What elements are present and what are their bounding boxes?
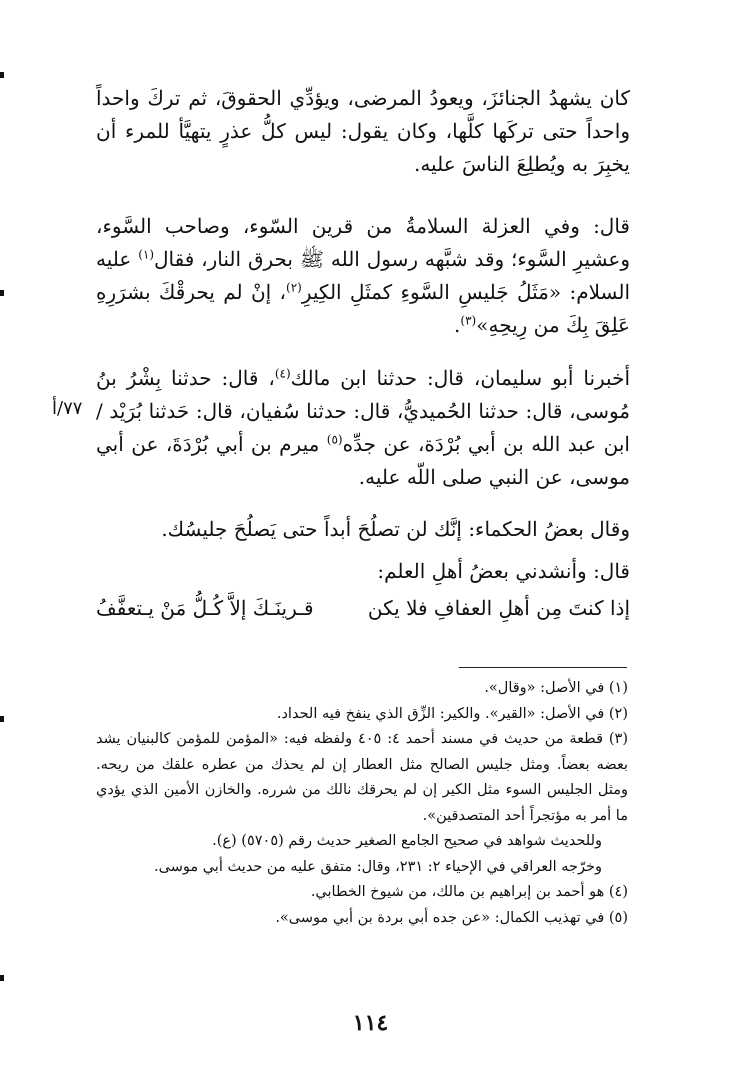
scan-edge-mark — [0, 72, 4, 78]
page-number: ١١٤ — [352, 1010, 389, 1036]
footnote-separator — [459, 667, 627, 668]
scan-edge-mark — [0, 716, 4, 722]
footnote-ref-5[interactable]: (٥) — [326, 432, 343, 447]
footnote-3-continuation-1: وللحديث شواهد في صحيح الجامع الصغير حديث رقم (٥٧٠٥) (ع). — [212, 833, 602, 849]
paragraph-3 — [96, 362, 630, 494]
paragraph-2-text-b: عليه السلام: «مَثَلُ جَليسِ السَّوءِ كمثَلِ الكِيرِ — [96, 247, 631, 304]
footnote-3-continuation-2: وخرّجه العراقي في الإحياء ٢: ٢٣١، وقال: متفق عليه من حديث أبي موسى. — [154, 858, 602, 875]
paragraph-3-text-c: ميرم بن أبي بُرْدَةَ، عن أبي موسى، عن النبي صلى اللّه عليه. — [96, 432, 630, 489]
scan-edge-mark — [0, 290, 4, 296]
scan-edge-mark — [0, 975, 4, 981]
footnote-3: (٣) قطعة من حديث في مسند أحمد ٤: ٤٠٥ ولفظه فيه: «المؤمن للمؤمن كالبنيان يشد بعضه بعضاً. ومثل جليس الصالح مثل العطار إن لم يحذك من عطره علقك من ريحه. ومثل الجليس السوء مثل الكير إن لم يحرقك نالك من شرره. والخازن الأمين الذي يؤدي ما أمر به مؤتجراً أحد المتصدقين». — [96, 731, 628, 824]
footnote-ref-4[interactable]: (٤) — [274, 366, 291, 381]
footnote-ref-3[interactable]: (٣) — [460, 313, 477, 328]
footnote-5: (٥) في تهذيب الكمال: «عن جده أبي بردة بن أبي موسى». — [275, 909, 628, 926]
paragraph-5 — [96, 555, 630, 588]
paragraph-1-text: كان يشهدُ الجنائزَ، ويعودُ المرضى، ويؤدِّي الحقوقَ، ثم تركَ واحداً واحداً حتى تركَها كلَّها، وكان يقول: ليس كلُّ عذرٍ يتهيَّأ للمرء أن يخبِرَ به ويُطلِعَ الناسَ عليه. — [96, 86, 630, 176]
poem-hemistich-right: إذا كنتَ مِن أهلِ العفافِ فلا يكن — [367, 596, 630, 620]
footnote-2: (٢) في الأصل: «القير». والكير: الزِّق الذي ينفخ فيه الحداد. — [276, 705, 628, 722]
poem-verse — [96, 592, 630, 625]
paragraph-2-end: . — [454, 313, 461, 337]
footnote-ref-1[interactable]: (١) — [138, 247, 155, 262]
paragraph-2-text-a: قال: وفي العزلة السلامةُ من قرين السّوء، وصاحب السَّوء، وعشيرِ السَّوء؛ وقد شبَّهه رسول الله ﷺ بحرق النار، فقال — [96, 214, 631, 271]
paragraph-1 — [96, 82, 630, 181]
manuscript-folio-marker: ٧٧/أ — [52, 398, 83, 419]
paragraph-2-text-c: ، إنْ لم يحرقْكَ بشرَرِهِ عَلِقَ بِكَ من رِيحِهِ» — [96, 280, 630, 337]
footnotes — [96, 676, 628, 931]
paragraph-2 — [96, 210, 630, 342]
poem-hemistich-left: قـرينَـكَ إلاَّ كُـلُّ مَنْ يـتعفَّفُ — [96, 596, 314, 620]
paragraph-4 — [96, 513, 630, 546]
footnote-1: (١) في الأصل: «وقال». — [484, 680, 628, 696]
paragraph-4-text: وقال بعضُ الحكماء: إنَّك لن تصلُحَ أبداً حتى يَصلُحَ جليسُك. — [161, 517, 630, 541]
paragraph-3-text-a: أخبرنا أبو سليمان، قال: حدثنا ابن مالك — [290, 366, 630, 390]
paragraph-5-text: قال: وأنشدني بعضُ أهلِ العلم: — [377, 559, 630, 583]
footnote-ref-2[interactable]: (٢) — [286, 280, 302, 295]
paragraph-3-text-b: ، قال: حدثنا بِشْرُ بنُ مُوسى، قال: حدثنا الحُميديُّ، قال: حدثنا سُفيان، قال: حَدثنا بُرَيْد / ابن عبد الله بن أبي بُرْدَة، عن جدِّه — [96, 366, 630, 456]
footnote-4: (٤) هو أحمد بن إبراهيم بن مالك، من شيوخ الخطابي. — [310, 884, 628, 900]
